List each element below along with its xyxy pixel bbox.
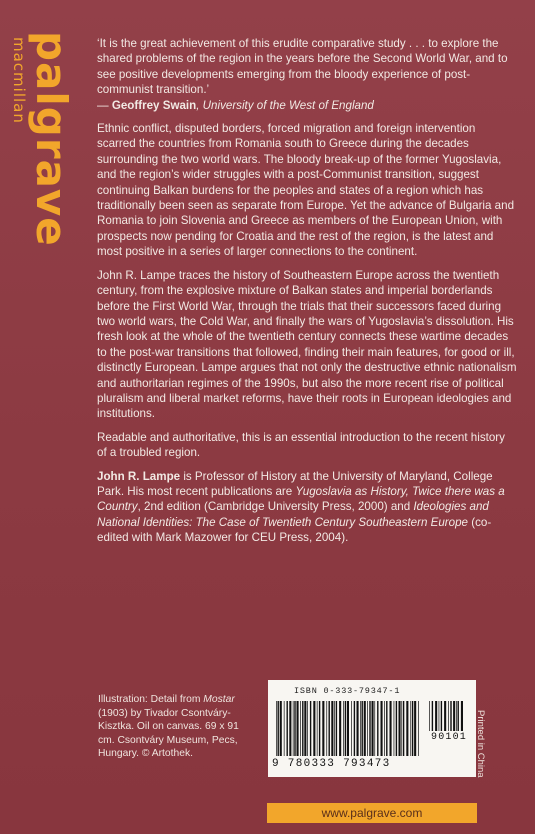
barcode-bar <box>362 701 363 756</box>
barcode-bar <box>322 701 324 756</box>
barcode-bar <box>418 701 419 756</box>
credit-text: Illustration: Detail from <box>98 694 204 705</box>
blurb-column <box>97 36 517 554</box>
illustration-credit <box>98 693 258 761</box>
barcode-bar <box>450 701 451 731</box>
barcode-bar <box>317 701 318 756</box>
blurb-paragraph: John R. Lampe traces the history of Southeastern Europe across the twentieth century, from the explosive mixture of Balkan states and imperial borderlands before the First World War, through the trials that their successors faced during two world wars, the Cold War, and finally the wars of Yugoslavia’s dissolution. His fresh look at the whole of the twentieth century connects these wartime decades to the post-war transitions that followed, finding their main features, for good or ill, distinctly European. Lampe argues that not only the destructive ethnic nationalism and authoritarian regimes of the 1990s, but also the more recent rise of political pluralism and liberal market reforms, have their roots in European ideologies and institutions. <box>97 268 517 421</box>
barcode-bar <box>360 701 361 756</box>
blurb-paragraph: Ethnic conflict, disputed borders, forced migration and foreign intervention scarred the countries from Romania south to Greece during the decades surrounding the two world wars. The bloody break-up of the former Yugoslavia, and the region’s wider struggles with a post-Communist transition, suggest continuing Balkan burdens for the peoples and states of a region which has traditionally been seen as separate from Europe. Yet the advance of Bulgaria and Romania to join Slovenia and Greece as members of the European Union, with prospects now pending for Croatia and the rest of the region, is the latest and most positive in a series of larger connections to the continent. <box>97 122 515 259</box>
barcode-bar <box>307 701 308 756</box>
barcode-bar <box>336 701 337 756</box>
barcode-bar <box>334 701 335 756</box>
quote-author: Geoffrey Swain <box>111 98 197 112</box>
barcode-bar <box>310 701 311 756</box>
barcode-bar <box>412 701 413 756</box>
barcode-bar <box>386 701 387 756</box>
barcode-bar <box>304 701 306 756</box>
barcode-bar <box>401 701 402 756</box>
blurb-paragraph: Readable and authoritative, this is an essential introduction to the recent history of a troubled region. <box>97 430 505 460</box>
ean-number: 9 780333 793473 <box>272 758 391 770</box>
barcode-bar <box>343 701 344 756</box>
barcode-bar <box>302 701 303 756</box>
bio-text: (co-edited with Mark Mazower for CEU Press, 2004). <box>97 515 492 545</box>
barcode-bar <box>339 701 341 756</box>
barcode-bar <box>278 701 279 756</box>
barcode-bar <box>287 701 288 756</box>
barcode-bar <box>357 701 359 756</box>
author-bio <box>97 469 517 546</box>
barcode-panel <box>268 680 476 777</box>
barcode-bar <box>294 701 295 756</box>
bio-text: , 2nd edition (Cambridge University Press, 2000) and <box>137 500 414 514</box>
barcode-bar <box>300 701 301 756</box>
barcode-bar <box>374 701 375 756</box>
bio-text: is Professor of History at the University of Maryland, College Park. His most recent publications are <box>97 469 493 498</box>
printed-in: Printed in China <box>475 710 486 778</box>
barcode-bar <box>313 701 315 756</box>
author-name: John R. Lampe <box>97 469 181 483</box>
price-barcode <box>429 701 466 731</box>
artwork-title: Mostar <box>203 694 235 705</box>
barcode-bar <box>403 701 404 756</box>
barcode-bar <box>394 701 395 756</box>
barcode-bar <box>354 701 355 756</box>
barcode-bar <box>406 701 408 756</box>
barcode-bar <box>364 701 366 756</box>
publisher-logo <box>8 31 76 247</box>
barcode-bar <box>461 701 463 731</box>
barcode-bar <box>441 701 442 731</box>
barcode-bar <box>429 701 430 731</box>
quote-dash: — <box>97 98 112 112</box>
barcode-bar <box>399 701 401 756</box>
barcode-bar <box>369 701 370 756</box>
barcode-bar <box>347 701 349 756</box>
barcode-bar <box>289 701 291 756</box>
price-code: 90101 <box>431 732 468 743</box>
barcode-bar <box>345 701 346 756</box>
barcode-bar <box>435 701 437 731</box>
barcode-bar <box>444 701 446 731</box>
barcode-bar <box>293 701 294 756</box>
barcode-bar <box>351 701 352 756</box>
barcode-bar <box>410 701 411 756</box>
barcode-bar <box>458 701 459 731</box>
quote-affiliation: , University of the West of England <box>196 98 374 112</box>
barcode-bar <box>372 701 374 756</box>
barcode-bar <box>326 701 327 756</box>
barcode-bar <box>448 701 449 731</box>
barcode-bar <box>329 701 330 756</box>
barcode-bar <box>456 701 457 731</box>
barcode-bar <box>284 701 285 756</box>
book-title: Ideologies and National Identities: The Case of Twentieth Century Southeastern Europe <box>97 500 489 529</box>
barcode-bar <box>432 701 433 731</box>
barcode-bar <box>384 701 385 756</box>
publisher-website: www.palgrave.com <box>267 803 477 823</box>
ean-barcode <box>276 701 421 756</box>
barcode-bar <box>297 701 299 756</box>
barcode-bar <box>414 701 416 756</box>
publisher-imprint: macmillan <box>10 37 28 124</box>
barcode-bar <box>367 701 368 756</box>
quote-text: ‘It is the great achievement of this erudite comparative study . . . to explore the shared problems of the region in the years before the Second World War, and to see positive developments emerging from the bloody experience of post-communist transition.’ <box>97 37 508 97</box>
barcode-bar <box>280 701 282 756</box>
barcode-bar <box>439 701 440 731</box>
credit-text: (1903) by Tivador Csontváry-Kisztka. Oil on canvas. 69 x 91 cm. Csontváry Museum, Pecs, Hungary. © Artothek. <box>98 707 239 760</box>
barcode-bar <box>331 701 333 756</box>
barcode-bar <box>276 701 277 756</box>
barcode-bar <box>390 701 392 756</box>
barcode-bar <box>381 701 383 756</box>
book-title: Yugoslavia as History, Twice there was a Country <box>97 484 505 514</box>
barcode-bar <box>453 701 455 731</box>
barcode-bar <box>396 701 397 756</box>
barcode-bar <box>377 701 378 756</box>
publisher-name: palgrave <box>27 31 76 247</box>
barcode-bar <box>319 701 320 756</box>
review-quote <box>97 36 517 113</box>
isbn-number: ISBN 0-333-79347-1 <box>294 686 401 696</box>
